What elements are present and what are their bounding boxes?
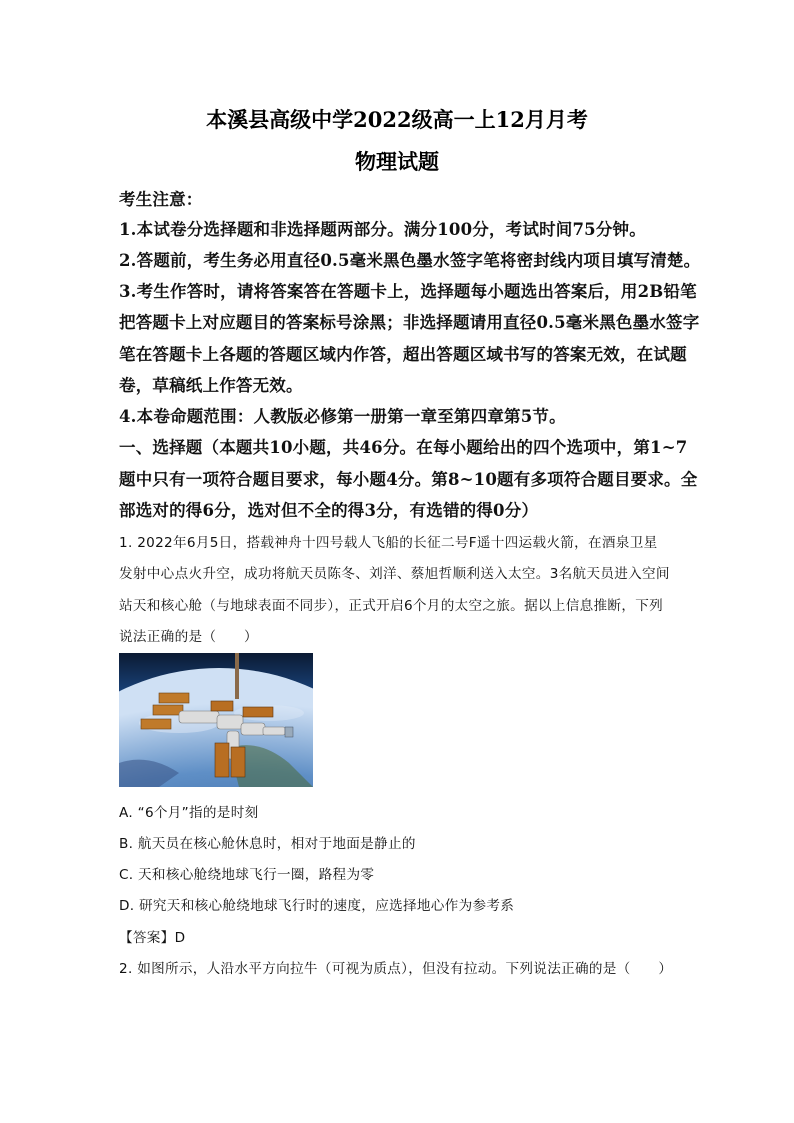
exam-title: 本溪县高级中学2022级高一上12月月考 <box>206 107 588 132</box>
question-1-stem-line-1: 1. 2022年6月5日，搭载神舟十四号载人飞船的长征二号F遥十四运载火箭，在酒泉卫星 <box>119 535 658 551</box>
option-b: B. 航天员在核心舱休息时，相对于地面是静止的 <box>119 836 416 852</box>
exam-subject: 物理试题 <box>355 149 439 174</box>
notice-item-1: 1.本试卷分选择题和非选择题两部分。满分100分，考试时间75分钟。 <box>119 220 646 239</box>
notice-item-3-line-1: 3.考生作答时，请将答案答在答题卡上，选择题每小题选出答案后，用2B铅笔 <box>119 282 697 301</box>
question-1-stem-line-4: 说法正确的是（ ） <box>119 629 258 645</box>
answer-label: 【答案】D <box>119 930 186 946</box>
notice-item-3-line-4: 卷，草稿纸上作答无效。 <box>119 376 303 395</box>
option-c: C. 天和核心舱绕地球飞行一圈，路程为零 <box>119 867 375 883</box>
notice-heading: 考生注意： <box>119 190 203 209</box>
section-1-instruction-line-2: 题中只有一项符合题目要求，每小题4分。第8~10题有多项符合题目要求。全 <box>119 470 698 489</box>
notice-item-2: 2.答题前，考生务必用直径0.5毫米黑色墨水签字笔将密封线内项目填写清楚。 <box>119 251 701 270</box>
space-station-photo <box>119 653 313 787</box>
section-1-instruction-line-1: 一、选择题（本题共10小题，共46分。在每小题给出的四个选项中，第1~7 <box>119 438 688 457</box>
notice-item-3-line-2: 把答题卡上对应题目的答案标号涂黑；非选择题请用直径0.5毫米黑色墨水签字 <box>119 313 700 332</box>
section-1-instruction-line-3: 部选对的得6分，选对但不全的得3分，有选错的得0分） <box>119 501 539 520</box>
notice-item-4: 4.本卷命题范围：人教版必修第一册第一章至第四章第5节。 <box>119 407 566 426</box>
notice-item-3-line-3: 笔在答题卡上各题的答题区域内作答，超出答题区域书写的答案无效，在试题 <box>119 345 687 364</box>
question-1-stem-line-2: 发射中心点火升空，成功将航天员陈冬、刘洋、蔡旭哲顺利送入太空。3名航天员进入空间 <box>119 566 670 582</box>
option-d: D. 研究天和核心舱绕地球飞行时的速度，应选择地心作为参考系 <box>119 898 515 914</box>
question-2-stem-line-1: 2. 如图所示，人沿水平方向拉牛（可视为质点），但没有拉动。下列说法正确的是（ ） <box>119 961 673 977</box>
question-1-stem-line-3: 站天和核心舱（与地球表面不同步），正式开启6个月的太空之旅。据以上信息推断，下列 <box>119 598 664 614</box>
option-a: A. “6个月”指的是时刻 <box>119 805 259 821</box>
